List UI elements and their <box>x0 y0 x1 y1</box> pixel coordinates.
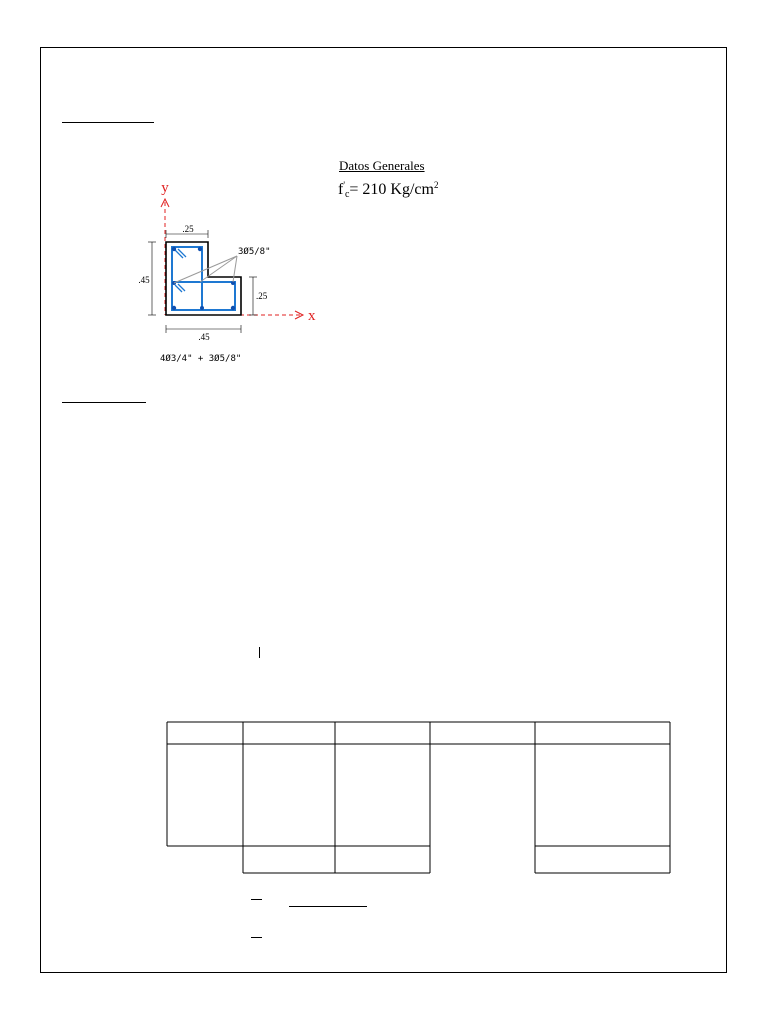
fc-prime: ' <box>343 180 345 190</box>
fc-value <box>338 180 438 200</box>
bar-corner-top-right <box>198 247 202 251</box>
stirrup-horizontal <box>172 282 235 310</box>
fc-amount: = 210 Kg/cm <box>349 181 434 198</box>
y-axis-label: y <box>161 180 169 196</box>
stirrup-hook-mid <box>175 284 185 292</box>
formula-bar-1 <box>251 899 262 900</box>
formula-bar-2 <box>251 937 262 938</box>
x-axis-label: x <box>308 308 316 324</box>
fc-subscript: c <box>344 189 350 200</box>
dim-top-label: .25 <box>182 224 194 234</box>
text-cursor-mark <box>259 647 260 658</box>
heading-underline-1 <box>62 122 154 123</box>
fc-exponent: 2 <box>433 180 439 190</box>
callout-leader-2 <box>174 256 237 283</box>
dim-left-label: .45 <box>138 275 150 285</box>
bar-corner-top-left <box>172 247 176 251</box>
dim-right-label: .25 <box>256 291 268 301</box>
stirrup-vertical <box>172 247 202 310</box>
formula-fraction-line <box>289 906 367 907</box>
dim-bottom-label: .45 <box>198 332 210 342</box>
bar-bottom-right <box>231 306 235 310</box>
empty-table-grid <box>160 715 680 885</box>
callout-leader-3 <box>233 256 237 282</box>
heading-underline-2 <box>62 402 146 403</box>
l-section-diagram <box>130 172 330 372</box>
bar-bottom-mid <box>200 306 204 310</box>
stirrup-hook-top <box>175 249 186 258</box>
datos-generales-title: Datos Generales <box>339 158 425 173</box>
reinforcement-summary: 4Ø3/4" + 3Ø5/8" <box>160 354 242 364</box>
fc-symbol: f <box>338 181 344 198</box>
bar-bottom-left <box>172 306 176 310</box>
bar-callout-label: 3Ø5/8" <box>238 247 271 257</box>
